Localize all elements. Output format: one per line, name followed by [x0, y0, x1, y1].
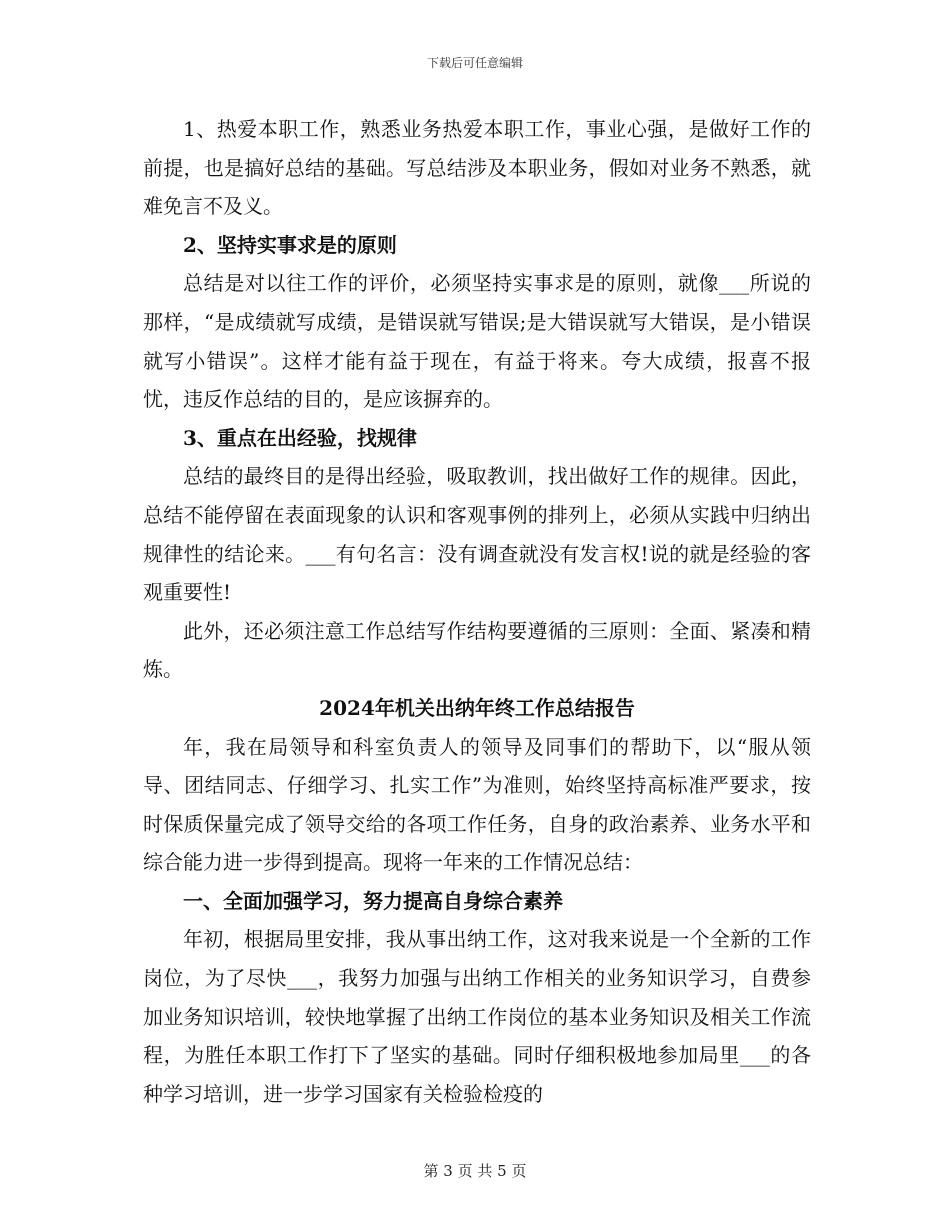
- page-footer: 第 3 页 共 5 页: [423, 1162, 527, 1180]
- paragraph-4: 此外，还必须注意工作总结写作结构要遵循的三原则：全面、紧凑和精炼。: [143, 618, 811, 682]
- heading-3: 3、重点在出经验，找规律: [183, 425, 417, 450]
- paragraph-5: 年，我在局领导和科室负责人的领导及同事们的帮助下，以“服从领导、团结同志、仔细学习、扎实工作”为准则，始终坚持高标准严要求，按时保质保量完成了领导交给的各项工作任务，自身的政治素养、业务水平和综合能力进一步得到提高。现将一年来的工作情况总结：: [143, 734, 811, 875]
- section-heading-1: 一、全面加强学习，努力提高自身综合素养: [183, 888, 563, 913]
- page-header: 下载后可任意编辑: [426, 56, 523, 70]
- paragraph-1: 1、热爱本职工作，熟悉业务热爱本职工作，事业心强，是做好工作的前提，也是搞好总结的基础。写总结涉及本职业务，假如对业务不熟悉，就难免言不及义。: [143, 117, 811, 219]
- paragraph-6: 年初，根据局里安排，我从事出纳工作，这对我来说是一个全新的工作岗位，为了尽快___，我努力加强与出纳工作相关的业务知识学习，自费参加业务知识培训，较快地掌握了出纳工作岗位的基本业务知识及相关工作流程，为胜任本职工作打下了坚实的基础。同时仔细积极地参加局里___的各种学习培训，进一步学习国家有关检验检疫的: [143, 927, 811, 1106]
- document-body: [143, 110, 811, 1113]
- report-title: 2024年机关出纳年终工作总结报告: [319, 695, 635, 720]
- heading-2: 2、坚持实事求是的原则: [183, 232, 397, 257]
- paragraph-3: 总结的最终目的是得出经验，吸取教训，找出做好工作的规律。因此，总结不能停留在表面现象的认识和客观事例的排列上，必须从实践中归纳出规律性的结论来。___有句名言：没有调查就没有发言权!说的就是经验的客观重要性!: [143, 464, 811, 605]
- paragraph-2: 总结是对以往工作的评价，必须坚持实事求是的原则，就像___所说的那样，“是成绩就写成绩，是错误就写错误;是大错误就写大错误，是小错误就写小错误”。这样才能有益于现在，有益于将来。夸大成绩，报喜不报忧，违反作总结的目的，是应该摒弃的。: [143, 271, 811, 412]
